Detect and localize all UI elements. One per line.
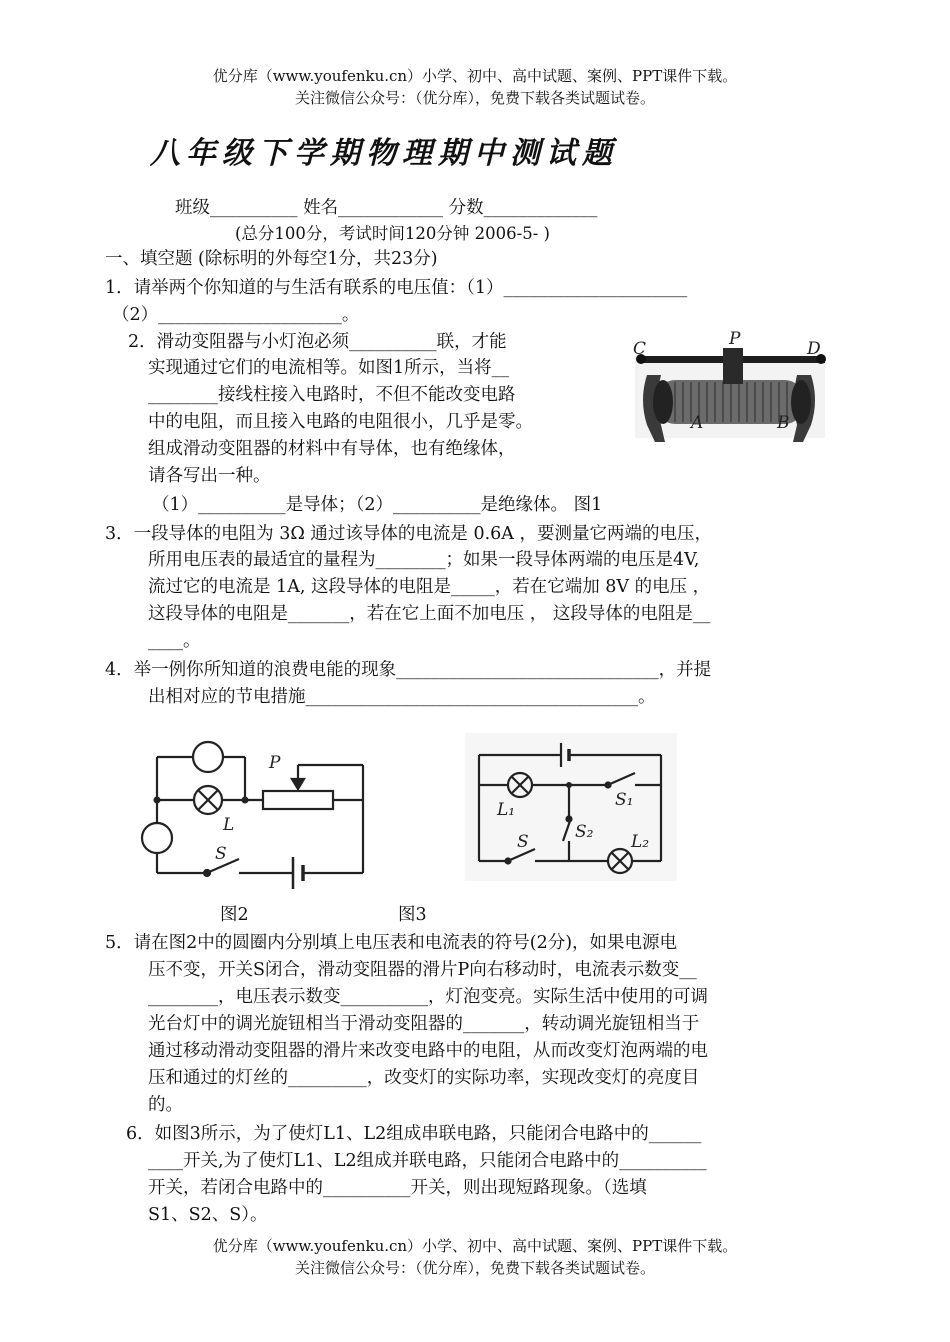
student-info-line: 班级__________ 姓名____________ 分数_____________ xyxy=(175,198,598,218)
terminal-b-label: B xyxy=(777,413,790,433)
q6-line-4: S1、S2、S）。 xyxy=(148,1205,268,1225)
terminal-c-label: C xyxy=(633,339,647,359)
fig2-label-l: L xyxy=(223,815,235,835)
q5-line-7: 的。 xyxy=(148,1095,183,1115)
q2-line-2: 实现通过它们的电流相等。如图1所示，当将__ xyxy=(148,358,510,378)
rheostat-slider xyxy=(723,348,743,384)
q2-line-3: ________接线柱接入电路时，不但不能改变电路 xyxy=(148,385,516,405)
fig3-label-l2: L₂ xyxy=(631,832,650,852)
q2-line-7: （1）__________是导体；（2）__________是绝缘体。 图1 xyxy=(152,495,603,515)
q6-line-1: 6．如图3所示，为了使灯L1、L2组成串联电路，只能闭合电路中的______ xyxy=(126,1124,702,1144)
figure-2-circuit xyxy=(135,735,380,890)
footer-line-1: 优分库（www.youfenku.cn）小学、初中、高中试题、案例、PPT课件下载。 xyxy=(212,1237,738,1255)
q6-line-3: 开关，若闭合电路中的__________开关，则出现短路现象。（选填 xyxy=(148,1178,647,1198)
q6-line-2: ____开关,为了使灯L1、L2组成并联电路，只能闭合电路中的__________ xyxy=(148,1151,707,1171)
terminal-p-label: P xyxy=(729,330,741,349)
q5-line-5: 通过移动滑动变阻器的滑片来改变电路中的电阻，从而改变灯泡两端的电 xyxy=(148,1041,708,1061)
fig3-label-l1: L₁ xyxy=(497,800,516,820)
q3-line-1: 3．一段导体的电阻为 3Ω 通过该导体的电流是 0.6A ，要测量它两端的电压， xyxy=(105,524,712,544)
q2-line-4: 中的电阻，而且接入电路的电阻很小，几乎是零。 xyxy=(148,412,533,432)
section-title: 一、填空题 (除标明的外每空1分，共23分) xyxy=(105,249,438,269)
fig2-rheostat xyxy=(263,791,333,809)
figure-2-caption: 图2 xyxy=(220,905,249,925)
q4-line-1: 4．举一例你所知道的浪费电能的现象______________________________，并提 xyxy=(105,660,712,680)
figure-3-circuit xyxy=(465,733,677,881)
q1-line-1: 1．请举两个你知道的与生活有联系的电压值：（1）_____________________ xyxy=(105,278,688,298)
fig2-top-meter-circle xyxy=(193,742,223,772)
fig3-label-s1: S₁ xyxy=(615,790,634,810)
fig2-left-meter-circle xyxy=(142,823,172,853)
q3-line-4: 这段导体的电阻是_______，若在它上面不加电压 ， 这段导体的电阻是__ xyxy=(148,604,711,624)
terminal-d-label: D xyxy=(807,339,821,359)
q3-line-2: 所用电压表的最适宜的量程为________；如果一段导体两端的电压是4V, xyxy=(148,550,700,570)
q1-line-2: （2）_____________________。 xyxy=(112,305,360,325)
header-line-2: 关注微信公众号：（优分库），免费下载各类试题试卷。 xyxy=(294,89,655,107)
exam-note: (总分100分，考试时间120分钟 2006-5- ) xyxy=(235,224,550,243)
q5-line-2: 压不变，开关S闭合，滑动变阻器的滑片P向右移动时，电流表示数变__ xyxy=(148,960,697,980)
terminal-a-label: A xyxy=(691,413,704,433)
figure-1-rheostat xyxy=(625,330,835,450)
q2-line-5: 组成滑动变阻器的材料中有导体，也有绝缘体， xyxy=(148,439,516,459)
page-title: 八年级下学期物理期中测试题 xyxy=(150,136,618,171)
footer-line-2: 关注微信公众号：（优分库），免费下载各类试题试卷。 xyxy=(294,1259,655,1277)
fig2-label-p: P xyxy=(269,753,281,773)
q3-line-3: 流过它的电流是 1A, 这段导体的电阻是_____，若在它端加 8V 的电压 ， xyxy=(148,577,711,597)
fig2-label-s: S xyxy=(215,844,227,864)
q4-line-2: 出相对应的节电措施______________________________________。 xyxy=(148,687,656,707)
q5-line-1: 5．请在图2中的圆圈内分别填上电压表和电流表的符号(2分)，如果电源电 xyxy=(105,933,678,953)
q3-line-5: ____。 xyxy=(148,631,201,651)
figure-3-caption: 图3 xyxy=(398,905,427,925)
q5-line-6: 压和通过的灯丝的_________，改变灯的实际功率，实现改变灯的亮度目 xyxy=(148,1068,700,1088)
q2-line-6: 请各写出一种。 xyxy=(148,466,271,486)
q5-line-4: 光台灯中的调光旋钮相当于滑动变阻器的_______，转动调光旋钮相当于 xyxy=(148,1014,700,1034)
header-line-1: 优分库（www.youfenku.cn）小学、初中、高中试题、案例、PPT课件下载。 xyxy=(212,67,738,85)
q5-line-3: ________，电压表示数变__________，灯泡变亮。实际生活中使用的可调 xyxy=(148,987,708,1007)
fig3-label-s2: S₂ xyxy=(575,822,594,842)
q2-line-1: 2．滑动变阻器与小灯泡必须__________联，才能 xyxy=(128,332,507,352)
fig3-label-s: S xyxy=(517,832,529,852)
